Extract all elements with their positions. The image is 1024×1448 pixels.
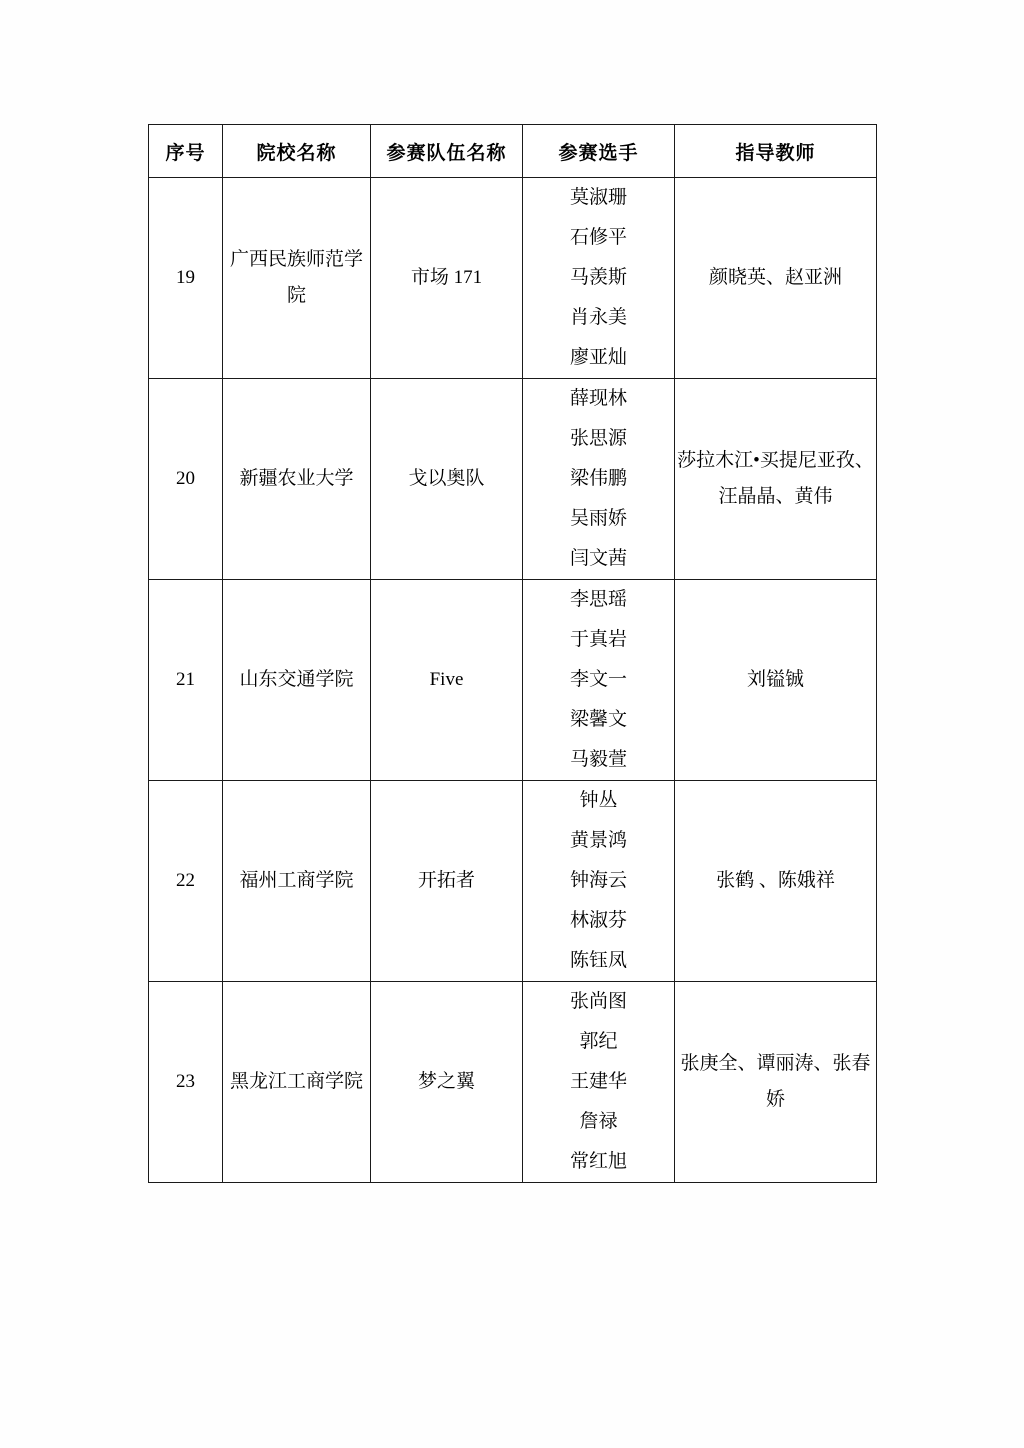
cell-players [523,982,675,1183]
player-name: 梁伟鹏 [569,468,627,489]
player-name: 廖亚灿 [569,347,627,368]
table-header-row [149,125,877,178]
cell-teachers: 张鹤 、陈娥祥 [675,781,877,982]
roster-table [148,124,877,1183]
cell-players [523,379,675,580]
cell-school: 福州工商学院 [223,781,371,982]
player-name: 石修平 [569,227,627,248]
table-row [149,982,877,1183]
cell-teachers: 张庚全、谭丽涛、张春娇 [675,982,877,1183]
player-name: 马毅萱 [569,749,627,770]
cell-index: 22 [149,781,223,982]
player-name: 梁馨文 [569,709,627,730]
cell-team: 梦之翼 [371,982,523,1183]
cell-team: Five [371,580,523,781]
cell-index: 20 [149,379,223,580]
player-name: 吴雨娇 [569,508,627,529]
table-row [149,580,877,781]
player-name: 李思瑶 [569,589,627,610]
cell-school: 广西民族师范学院 [223,178,371,379]
cell-players [523,178,675,379]
player-name: 于真岩 [569,629,627,650]
column-header-team: 参赛队伍名称 [371,125,523,178]
player-name: 钟海云 [569,870,627,891]
cell-index: 21 [149,580,223,781]
table-row [149,178,877,379]
player-name: 李文一 [569,669,627,690]
player-name: 薛现林 [569,388,627,409]
player-name: 黄景鸿 [569,830,627,851]
cell-players [523,580,675,781]
cell-index: 23 [149,982,223,1183]
player-name: 郭纪 [579,1031,618,1052]
player-name: 张思源 [569,428,627,449]
cell-school: 黑龙江工商学院 [223,982,371,1183]
player-name: 詹禄 [579,1111,618,1132]
cell-teachers: 莎拉木江•买提尼亚孜、汪晶晶、黄伟 [675,379,877,580]
cell-team: 市场 171 [371,178,523,379]
cell-index: 19 [149,178,223,379]
player-name: 肖永美 [569,307,627,328]
cell-teachers: 颜晓英、赵亚洲 [675,178,877,379]
player-name: 马羡斯 [569,267,627,288]
cell-players [523,781,675,982]
roster-table-container [148,124,876,1183]
player-name: 张尚图 [569,991,627,1012]
cell-team: 开拓者 [371,781,523,982]
column-header-teachers: 指导教师 [675,125,877,178]
cell-school: 山东交通学院 [223,580,371,781]
cell-teachers: 刘镒铖 [675,580,877,781]
player-name: 常红旭 [569,1151,627,1172]
cell-school: 新疆农业大学 [223,379,371,580]
player-name: 王建华 [569,1071,627,1092]
table-row [149,781,877,982]
table-row [149,379,877,580]
player-name: 闫文茜 [569,548,627,569]
player-name: 林淑芬 [569,910,627,931]
column-header-index: 序号 [149,125,223,178]
column-header-school: 院校名称 [223,125,371,178]
player-name: 莫淑珊 [569,187,627,208]
player-name: 陈钰凤 [569,950,627,971]
player-name: 钟丛 [579,790,618,811]
cell-team: 戈以奥队 [371,379,523,580]
column-header-players: 参赛选手 [523,125,675,178]
